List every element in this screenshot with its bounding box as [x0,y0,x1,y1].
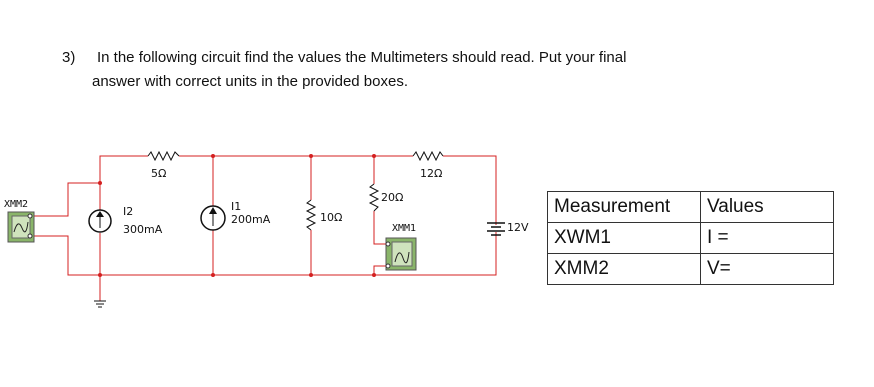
value-xmm2[interactable]: V= [701,254,834,285]
resistor-label-12-ohm: 12Ω [420,167,443,180]
question-text-line1: In the following circuit find the values the Multimeters should read. Put your final [97,49,627,66]
resistor-label-5-ohm: 5Ω [151,167,167,180]
resistor-5-ohm [148,152,179,160]
multimeter-xmm2-icon [8,212,34,242]
measurement-xwm1: XWM1 [548,223,701,254]
battery-label: 12V [507,221,529,234]
ground-symbol [94,301,106,307]
answer-table-header [548,192,834,223]
resistor-12-ohm [413,152,443,160]
resistor-label-20-ohm: 20Ω [381,191,404,204]
multimeter-xmm1-icon [386,238,416,270]
measurement-xmm2: XMM2 [548,254,701,285]
header-values: Values [701,192,834,223]
value-xwm1[interactable]: I = [701,223,834,254]
source-label-i2: I2 [123,205,134,218]
resistor-20-ohm [370,184,378,211]
source-value-i2: 300mA [123,223,163,236]
source-value-i1: 200mA [231,213,271,226]
resistor-label-10-ohm: 10Ω [320,211,343,224]
source-label-i1: I1 [231,200,242,213]
table-row [548,223,834,254]
meter-label-xmm2: XMM2 [4,199,29,210]
meter-label-xmm1: XMM1 [392,223,417,234]
resistor-10-ohm [307,200,315,230]
question-text-line2: answer with correct units in the provided boxes. [92,73,408,90]
table-row [548,254,834,285]
answer-table [547,191,834,285]
header-measurement: Measurement [548,192,701,223]
question-number: 3) [62,49,76,66]
